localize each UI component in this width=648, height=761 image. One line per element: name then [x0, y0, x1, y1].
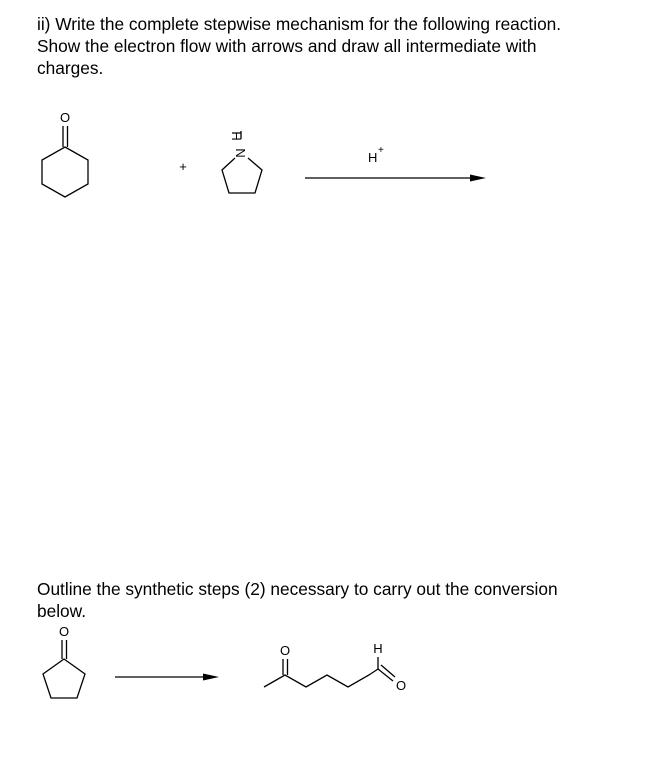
cyclopentanone-oxygen-label: O — [58, 624, 70, 639]
pyrrolidine-n-label: N — [233, 148, 248, 158]
pyrrolidine-ring — [222, 158, 262, 193]
product-ketone-oxygen-label: O — [279, 643, 291, 658]
reaction-arrow-1-head — [470, 175, 486, 182]
plus-sign: + — [179, 159, 187, 174]
reaction-arrow-2-head — [203, 674, 219, 681]
question-1-line: charges. — [37, 58, 104, 78]
question-1-line: Show the electron flow with arrows and draw all intermediate with — [37, 36, 537, 56]
product-aldehyde-oxygen-label: O — [395, 678, 407, 693]
cyclohexanone-structure — [42, 110, 88, 197]
question-2-line: below. — [37, 601, 86, 621]
question-2-text — [37, 578, 637, 622]
reagent-h: H — [368, 150, 378, 165]
product-aldehyde-h-label: H — [373, 641, 383, 656]
question-1-line: ii) Write the complete stepwise mechanism for the following reaction. — [37, 14, 562, 34]
question-2-line: Outline the synthetic steps (2) necessary to carry out the conversion — [37, 579, 558, 599]
cyclohexane-ring — [42, 147, 88, 197]
reagent-charge: + — [378, 145, 384, 156]
pyrrolidine-structure — [222, 131, 262, 193]
cyclohexanone-oxygen-label: O — [59, 110, 71, 125]
cyclopentane-ring — [43, 659, 85, 698]
cyclopentanone-structure — [43, 624, 85, 698]
pyrrolidine-h-label: H — [229, 131, 244, 141]
keto-aldehyde-structure — [264, 641, 406, 693]
product-carbon-chain — [264, 669, 378, 687]
